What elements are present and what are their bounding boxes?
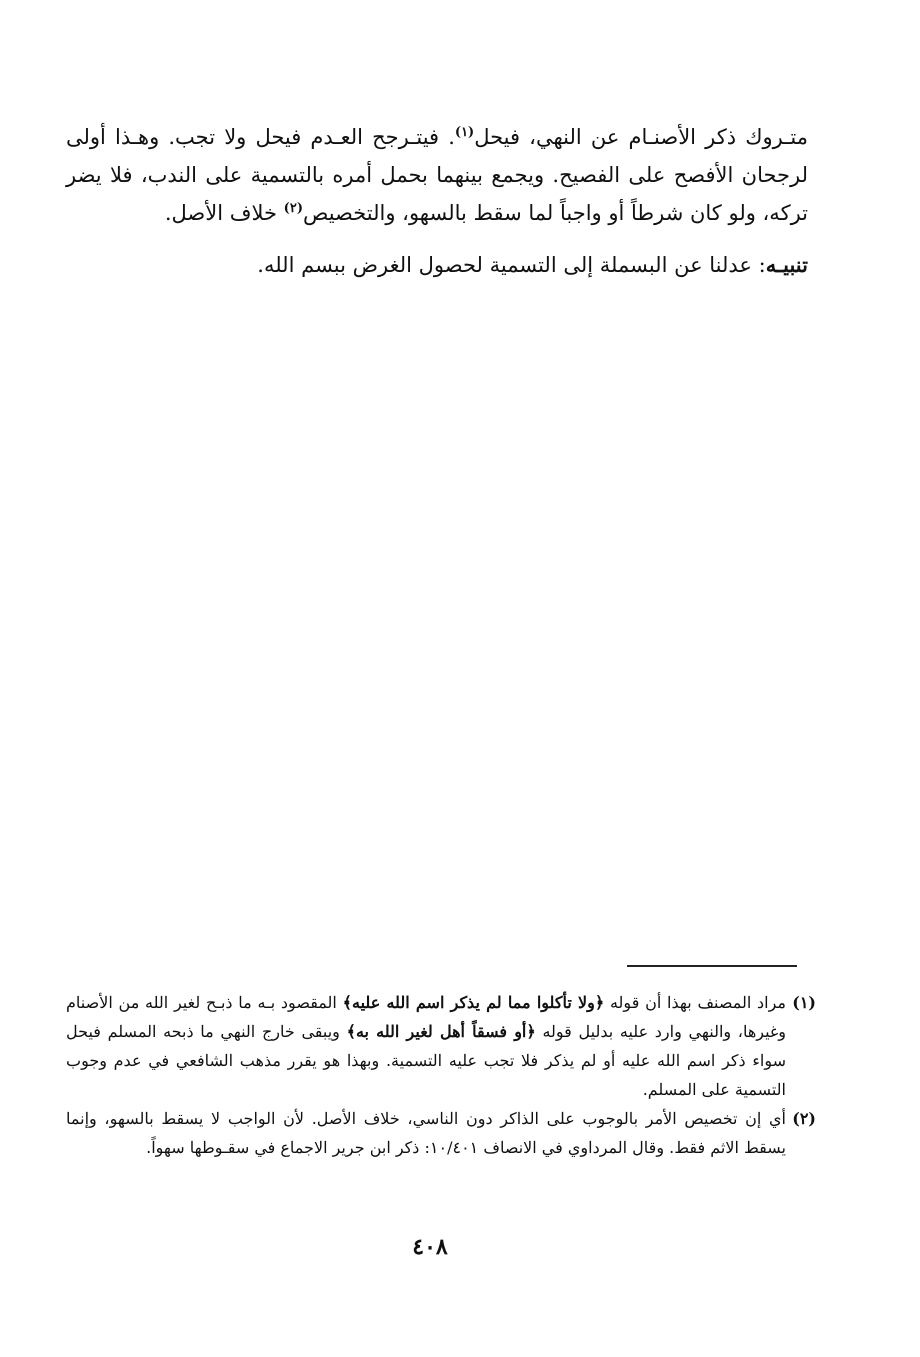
paragraph-ruling-text-2: . فيتـرجح العـدم فيحل ولا تجب. وهـذا أولى لرجحان الأفصح على الفصيح. ويجمع بينهما بحمل أمره بالتسمية على الندب، فلا يضر تركه، ولو كان شرطاً أو واجباً لما سقط بالسهو، والتخصيص [66,125,808,225]
footnote-2 [66,1104,816,1162]
paragraph-ruling-text-3: خلاف الأصل. [164,201,284,225]
note-text: : عدلنا عن البسملة إلى التسمية لحصول الغرض ببسم الله. [257,253,766,277]
note-label: تنبيـه [765,252,808,277]
note-paragraph [257,246,808,284]
footnote-ref-1: (١) [454,125,475,140]
footnote-1 [66,988,816,1104]
footnote-divider [627,965,797,967]
footnote-ref-2: (٢) [283,201,303,216]
page-number: ٤٠٨ [412,1234,448,1260]
quran-quote: ﴿أو فسقاً أهل لغير الله به﴾ [346,1022,536,1041]
main-text [66,118,808,232]
footnote-text-part: مراد المصنف بهذا أن قوله [604,993,786,1012]
footnotes-section [66,988,816,1162]
footnote-text [66,988,786,1104]
paragraph-ruling-text-1: متـروك ذكر الأصنـام عن النهي، فيحل [474,125,808,149]
footnote-number: (٢) [792,1109,816,1128]
footnote-text-part: المقصود بـه ما ذبـح لغير الله من الأصنام وغيرها، والنهي وارد عليه بدليل قوله [66,993,787,1041]
paragraph-ruling [66,118,808,232]
footnote-number: (١) [792,993,816,1012]
quran-quote: ﴿ولا تأكلوا مما لم يذكر اسم الله عليه﴾ [342,993,605,1012]
footnote-text: أي إن تخصيص الأمر بالوجوب على الذاكر دون الناسي، خلاف الأصل. لأن الواجب لا يسقط بالسهو، وإنما يسقط الاثم فقط. وقال المرداوي في الانصاف ١٠/٤٠١: ذكر ابن جرير الاجماع في سقـوطها سهواً. [66,1109,786,1157]
footnote-text-part: ويبقى خارج النهي ما ذبحه المسلم فيحل سواء ذكر اسم الله عليه أو لم يذكر فلا تجب عليه التسمية. وبهذا هو يقرر مذهب الشافعي في عدم وجوب التسمية على المسلم. [66,1022,786,1099]
